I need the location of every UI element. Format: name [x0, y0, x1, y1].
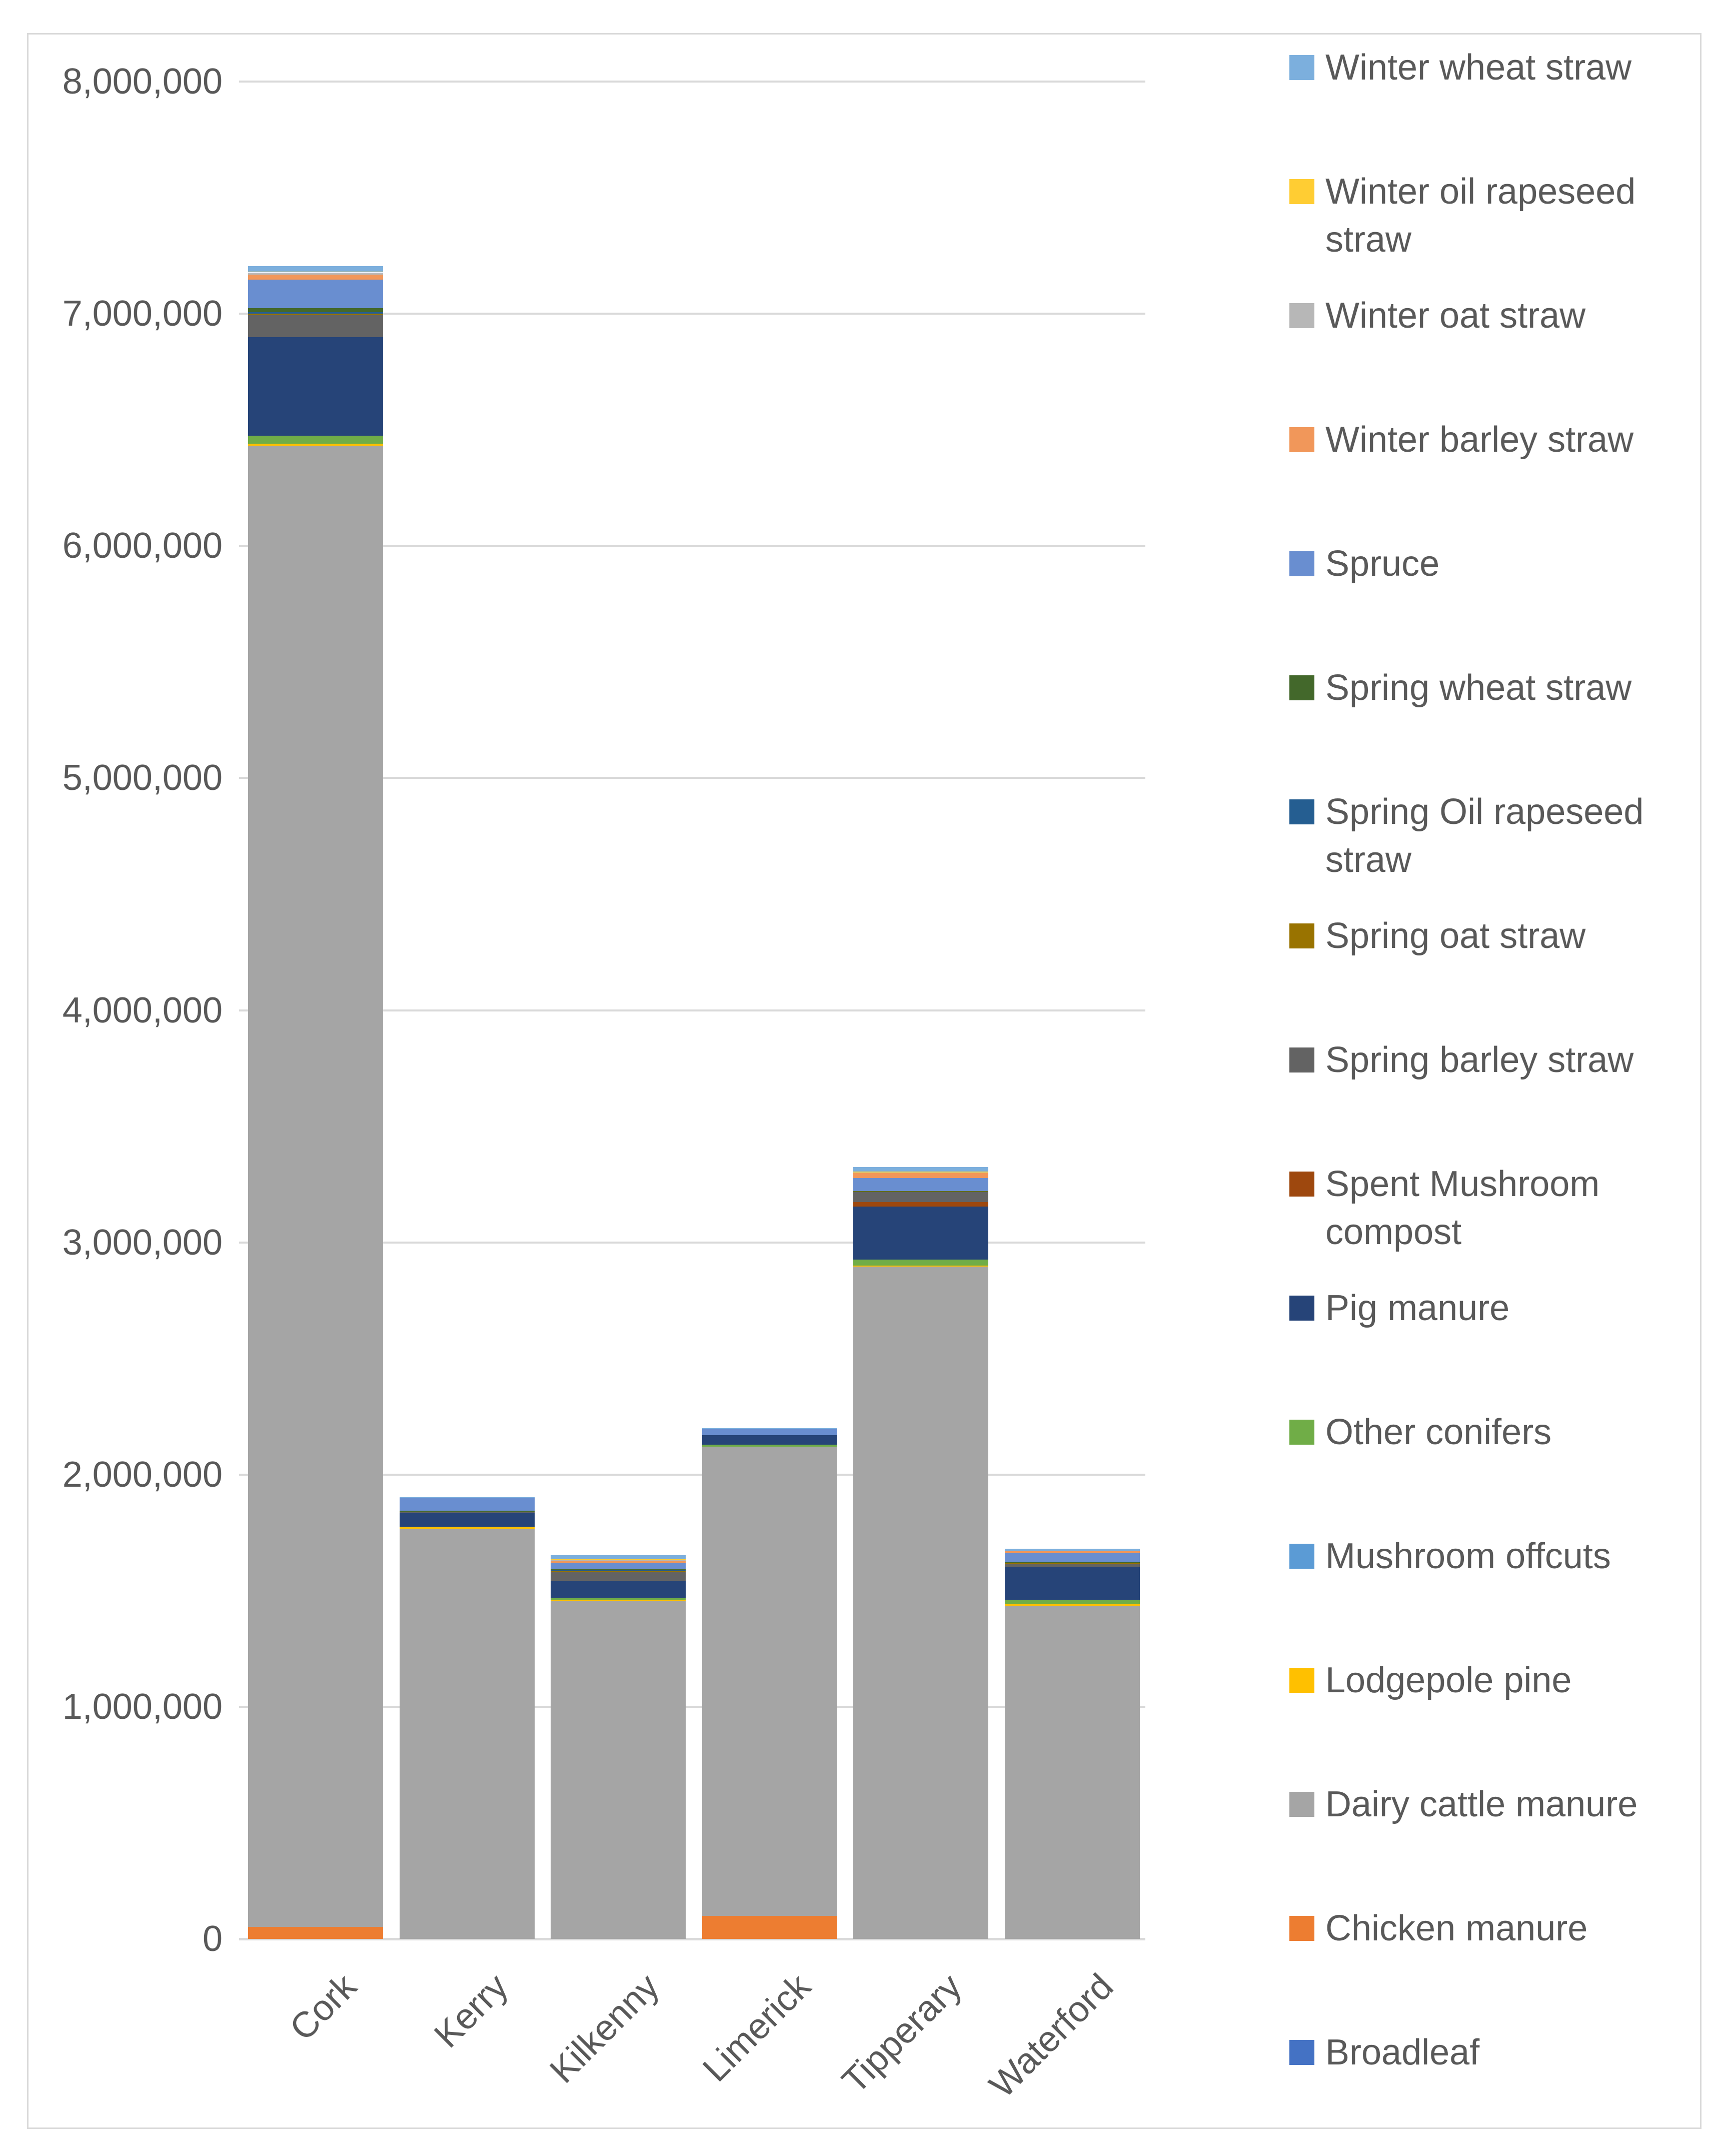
bar-segment-other-conifers	[853, 1260, 988, 1265]
y-tick-label: 8,000,000	[62, 62, 223, 102]
y-tick-label: 3,000,000	[62, 1222, 223, 1263]
bar-segment-spruce	[1005, 1553, 1140, 1562]
legend-label: Lodgepole pine	[1325, 1660, 1572, 1700]
legend-label: Pig manure	[1325, 1288, 1510, 1328]
y-tick-label: 0	[202, 1919, 223, 1959]
bar-segment-dairy-cattle-manure	[400, 1529, 535, 1939]
bar-segment-pig-manure	[702, 1435, 837, 1445]
y-tick-label: 1,000,000	[62, 1686, 223, 1727]
legend-color-swatch	[1289, 1296, 1314, 1321]
legend-color-swatch	[1289, 799, 1314, 824]
y-tick-label: 6,000,000	[62, 526, 223, 566]
legend-item-winter-barley-straw	[1289, 416, 1655, 464]
bar-segment-dairy-cattle-manure	[551, 1601, 686, 1939]
legend-item-spruce	[1289, 540, 1655, 588]
legend-item-lodgepole-pine	[1289, 1656, 1655, 1704]
legend-label: Dairy cattle manure	[1325, 1784, 1638, 1824]
legend-item-winter-wheat-straw	[1289, 44, 1655, 92]
bar-segment-spring-wheat-straw	[551, 1569, 686, 1570]
bar-segment-winter-wheat-straw	[400, 1497, 535, 1498]
legend-label: Winter oat straw	[1325, 296, 1586, 336]
bar-segment-other-conifers	[248, 436, 383, 444]
bar-segment-spring-barley-straw	[400, 1512, 535, 1513]
bar-segment-spring-oat-straw	[551, 1571, 686, 1572]
bar-segment-other-conifers	[551, 1598, 686, 1600]
bar-segment-dairy-cattle-manure	[853, 1267, 988, 1939]
bar-segment-spruce	[702, 1429, 837, 1435]
y-tick-label: 2,000,000	[62, 1454, 223, 1495]
bar-segment-winter-wheat-straw	[1005, 1549, 1140, 1551]
legend-label: Winter wheat straw	[1325, 48, 1632, 88]
legend-label: Other conifers	[1325, 1412, 1552, 1452]
bar-segment-spent-mushroom-compost	[853, 1202, 988, 1207]
bar-segment-pig-manure	[1005, 1567, 1140, 1600]
legend-color-swatch	[1289, 1544, 1314, 1569]
bar-segment-lodgepole-pine	[551, 1600, 686, 1601]
legend-item-chicken-manure	[1289, 1904, 1655, 1952]
bar-segment-winter-barley-straw	[853, 1173, 988, 1178]
legend-item-winter-oat-straw	[1289, 292, 1655, 340]
legend-label: Spring barley straw	[1325, 1040, 1634, 1080]
bar-segment-spring-barley-straw	[248, 315, 383, 337]
legend-item-dairy-cattle-manure	[1289, 1780, 1655, 1828]
legend-color-swatch	[1289, 303, 1314, 328]
legend-item-winter-oil-rapeseed-straw	[1289, 168, 1655, 264]
legend-color-swatch	[1289, 675, 1314, 700]
bar-kilkenny	[551, 0, 686, 1939]
bar-segment-winter-oil-rapeseed-straw	[551, 1559, 686, 1560]
legend-color-swatch	[1289, 1792, 1314, 1817]
x-axis-label-cork: Cork	[282, 1966, 365, 2048]
legend-item-mushroom-offcuts	[1289, 1532, 1655, 1580]
legend-item-spring-oil-rapeseed-straw	[1289, 788, 1655, 884]
bar-segment-winter-wheat-straw	[702, 1428, 837, 1429]
bar-segment-lodgepole-pine	[400, 1527, 535, 1529]
legend-label: Spruce	[1325, 544, 1440, 584]
bar-limerick	[702, 0, 837, 1939]
x-axis-label-kilkenny: Kilkenny	[542, 1966, 667, 2091]
bar-segment-spruce	[248, 280, 383, 308]
y-tick-label: 4,000,000	[62, 990, 223, 1030]
legend-color-swatch	[1289, 551, 1314, 576]
legend-color-swatch	[1289, 1047, 1314, 1072]
bar-segment-spring-barley-straw	[551, 1572, 686, 1581]
bar-segment-spruce	[551, 1563, 686, 1569]
x-axis-label-waterford: Waterford	[981, 1966, 1121, 2105]
bar-segment-spring-barley-straw	[853, 1192, 988, 1202]
bar-segment-winter-wheat-straw	[248, 266, 383, 272]
bar-segment-spring-oat-straw	[248, 314, 383, 315]
bar-tipperary	[853, 0, 988, 1939]
legend-label: Spring Oil rapeseed straw	[1325, 792, 1644, 880]
bar-kerry	[400, 0, 535, 1939]
legend-item-pig-manure	[1289, 1284, 1655, 1332]
bar-segment-pig-manure	[248, 337, 383, 436]
bar-segment-lodgepole-pine	[248, 444, 383, 446]
bar-segment-spring-barley-straw	[1005, 1564, 1140, 1567]
x-axis-label-tipperary: Tipperary	[834, 1966, 970, 2101]
legend-label: Spent Mushroom compost	[1325, 1164, 1600, 1252]
legend-color-swatch	[1289, 179, 1314, 204]
bar-segment-winter-wheat-straw	[551, 1555, 686, 1559]
bar-segment-winter-oat-straw	[248, 273, 383, 275]
bar-segment-spring-wheat-straw	[1005, 1562, 1140, 1563]
bar-segment-pig-manure	[853, 1207, 988, 1260]
legend-color-swatch	[1289, 1172, 1314, 1197]
legend-color-swatch	[1289, 1916, 1314, 1941]
bar-segment-spring-wheat-straw	[400, 1511, 535, 1512]
legend-label: Spring oat straw	[1325, 916, 1586, 956]
bar-segment-lodgepole-pine	[1005, 1604, 1140, 1606]
legend-label: Broadleaf	[1325, 2032, 1480, 2072]
bar-segment-winter-oil-rapeseed-straw	[853, 1172, 988, 1173]
bar-segment-spruce	[853, 1178, 988, 1191]
legend-item-spring-oat-straw	[1289, 912, 1655, 960]
bar-segment-spring-wheat-straw	[853, 1191, 988, 1192]
bar-segment-pig-manure	[551, 1581, 686, 1597]
bar-waterford	[1005, 0, 1140, 1939]
bar-segment-spring-oil-rapeseed-straw	[551, 1570, 686, 1571]
bar-segment-winter-oat-straw	[551, 1560, 686, 1561]
bar-segment-chicken-manure	[702, 1916, 837, 1939]
bar-segment-spring-wheat-straw	[248, 308, 383, 313]
legend-item-broadleaf	[1289, 2028, 1655, 2076]
bar-segment-chicken-manure	[248, 1927, 383, 1939]
legend-color-swatch	[1289, 1420, 1314, 1445]
bar-segment-dairy-cattle-manure	[702, 1447, 837, 1916]
bar-segment-winter-wheat-straw	[853, 1167, 988, 1172]
bar-segment-pig-manure	[400, 1513, 535, 1527]
bar-segment-spring-oil-rapeseed-straw	[248, 312, 383, 313]
bar-segment-spring-oat-straw	[1005, 1563, 1140, 1564]
legend-label: Spring wheat straw	[1325, 668, 1632, 708]
bar-segment-spruce	[400, 1498, 535, 1511]
y-tick-label: 7,000,000	[62, 294, 223, 334]
legend-color-swatch	[1289, 1668, 1314, 1693]
bar-segment-winter-barley-straw	[1005, 1551, 1140, 1553]
legend	[1289, 0, 1679, 2156]
legend-label: Winter oil rapeseed straw	[1325, 172, 1636, 260]
bar-segment-winter-oil-rapeseed-straw	[248, 272, 383, 273]
legend-item-spring-wheat-straw	[1289, 664, 1655, 712]
legend-label: Chicken manure	[1325, 1908, 1588, 1948]
legend-color-swatch	[1289, 923, 1314, 948]
y-tick-label: 5,000,000	[62, 758, 223, 798]
legend-item-spent-mushroom-compost	[1289, 1160, 1655, 1256]
bar-segment-dairy-cattle-manure	[248, 446, 383, 1927]
legend-label: Winter barley straw	[1325, 420, 1634, 460]
bar-segment-lodgepole-pine	[853, 1266, 988, 1267]
legend-color-swatch	[1289, 55, 1314, 80]
legend-color-swatch	[1289, 2040, 1314, 2065]
bar-segment-other-conifers	[1005, 1600, 1140, 1604]
legend-item-spring-barley-straw	[1289, 1036, 1655, 1084]
x-axis-label-limerick: Limerick	[695, 1966, 818, 2089]
bar-segment-other-conifers	[702, 1445, 837, 1447]
legend-color-swatch	[1289, 427, 1314, 452]
legend-item-other-conifers	[1289, 1408, 1655, 1456]
bar-cork	[248, 0, 383, 1939]
legend-label: Mushroom offcuts	[1325, 1536, 1611, 1576]
x-axis-label-kerry: Kerry	[426, 1966, 516, 2055]
bar-segment-dairy-cattle-manure	[1005, 1606, 1140, 1939]
bar-segment-winter-barley-straw	[551, 1561, 686, 1563]
bar-segment-winter-barley-straw	[248, 275, 383, 280]
